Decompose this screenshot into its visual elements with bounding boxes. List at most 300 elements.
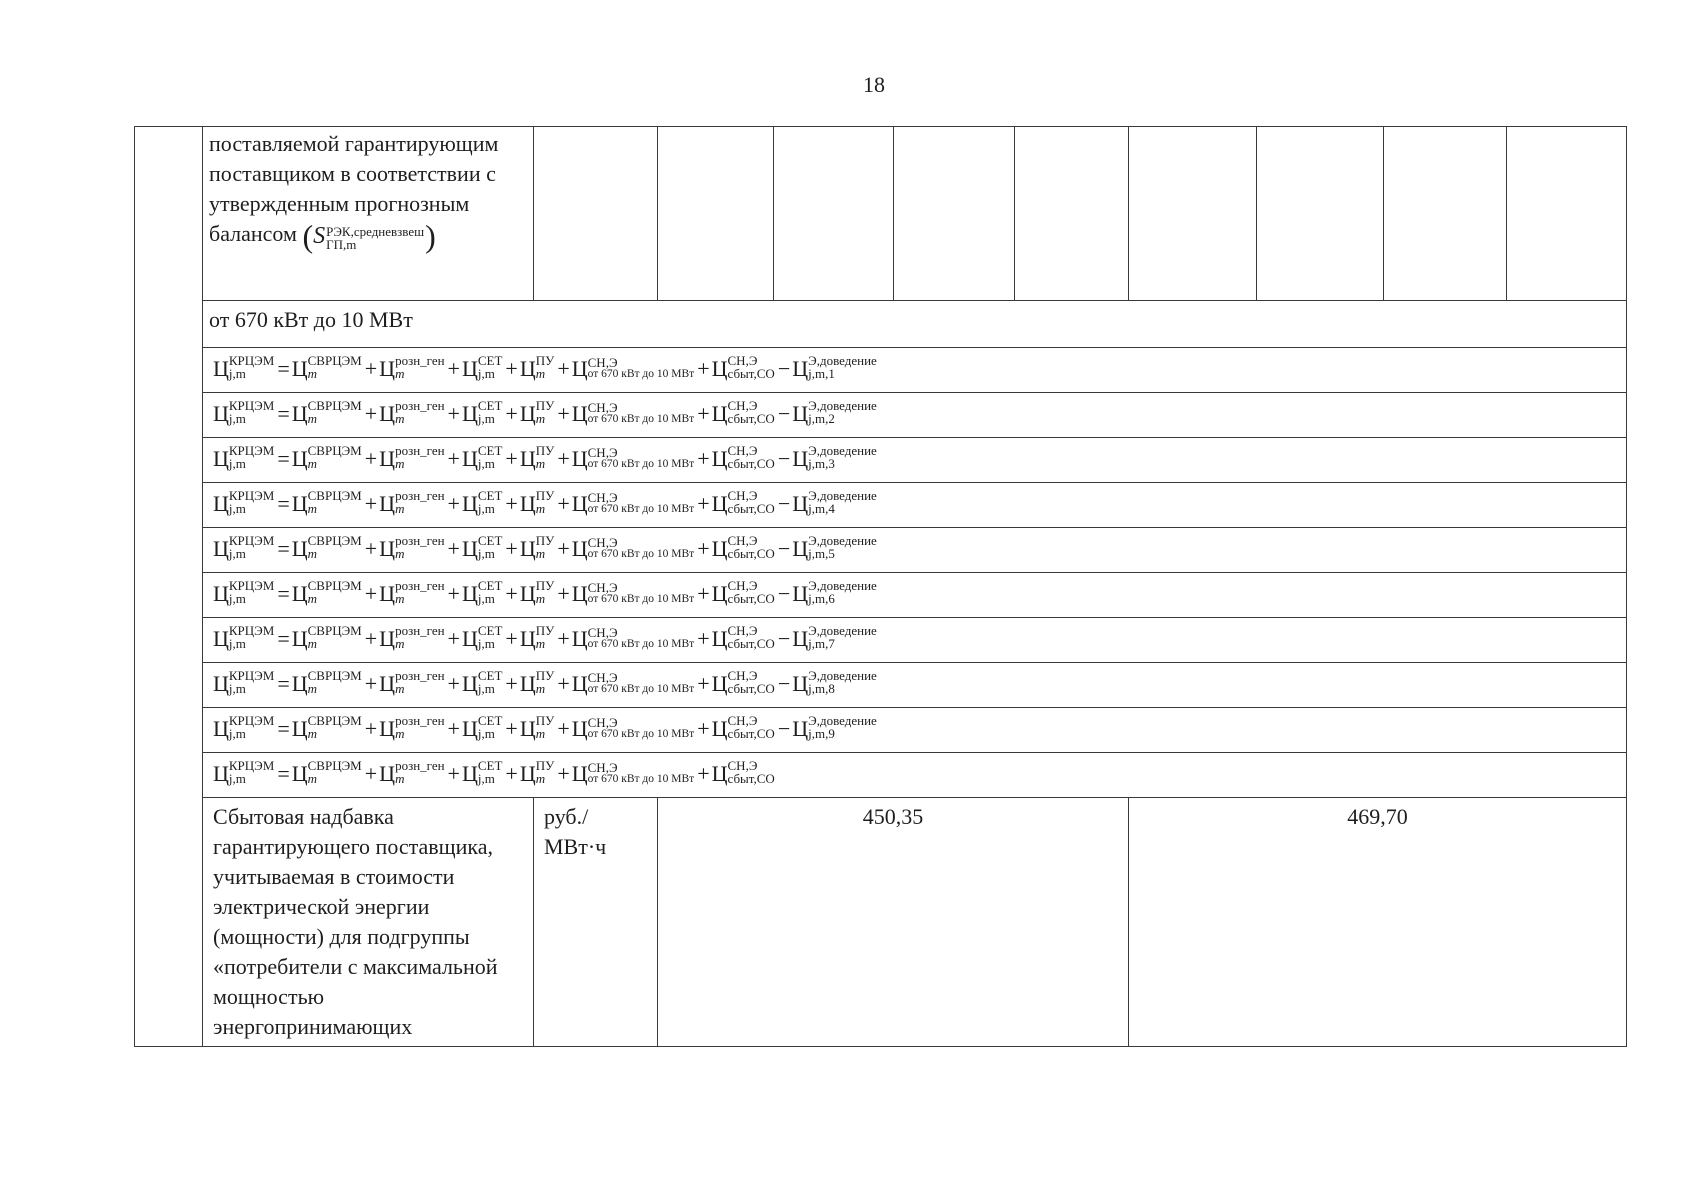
term-sub: j,m: [477, 726, 495, 741]
formula-term: [379, 398, 445, 426]
term-sup: СЕТ: [477, 713, 503, 728]
term-sup: СН,Э: [727, 488, 758, 503]
term-base: Ц: [461, 761, 478, 786]
term-sup: СН,Э: [727, 668, 758, 683]
formula-term: [711, 398, 776, 426]
formula-term: [519, 488, 555, 516]
term-sup: КРЦЭМ: [228, 668, 275, 683]
term-sup: СЕТ: [477, 668, 503, 683]
term-sub: m: [535, 681, 546, 696]
formula-term: [572, 671, 695, 696]
term-base: Ц: [291, 671, 308, 696]
formula-2: [203, 393, 1626, 436]
formula-term: [572, 401, 695, 426]
term-sub: j,m: [477, 681, 495, 696]
term-sub: m: [535, 456, 546, 471]
term-base: Ц: [379, 581, 396, 606]
formula-row-5: [135, 528, 1627, 573]
value-cell-1: [658, 798, 1129, 1047]
empty-cell: [1257, 127, 1384, 301]
formula-operator: +: [697, 671, 710, 696]
term-base: Ц: [213, 716, 229, 741]
formula-row-6: [135, 573, 1627, 618]
term-base: Ц: [571, 581, 588, 606]
symbol-s-group: (S РЭК,средневзвеш ГП,m ): [302, 217, 436, 254]
term-sup: ПУ: [535, 443, 555, 458]
term-base: Ц: [291, 761, 308, 786]
term-sub: j,m: [228, 681, 246, 696]
formula-operator: =: [277, 581, 290, 606]
term-sub: j,m: [228, 411, 246, 426]
term-sup: СН,Э: [727, 713, 758, 728]
term-sub: m: [535, 726, 546, 741]
term-base: Ц: [291, 536, 308, 561]
term-sub: j,m: [228, 501, 246, 516]
empty-cell: [658, 127, 774, 301]
formula-term: [519, 353, 555, 381]
term-sub: j,m: [228, 636, 246, 651]
term-sup: Э,доведение: [808, 578, 877, 593]
formula-term: [519, 623, 555, 651]
formula-term: [291, 533, 363, 561]
formula-row-7: [135, 618, 1627, 663]
term-base: Ц: [379, 536, 396, 561]
term-sup: КРЦЭМ: [228, 713, 275, 728]
term-base: Ц: [792, 356, 809, 381]
empty-cell: [894, 127, 1015, 301]
formula-operator: +: [505, 626, 518, 651]
term-sub: m: [535, 636, 546, 651]
band-label: от 670 кВт до 10 МВт: [209, 307, 413, 332]
formula-operator: +: [447, 401, 460, 426]
term-sup: Э,доведение: [808, 623, 877, 638]
term-sup: СЕТ: [477, 758, 503, 773]
formula-operator: +: [364, 761, 378, 786]
term-base: Ц: [213, 491, 229, 516]
term-base: Ц: [461, 446, 478, 471]
term-sub: сбыт,СО: [727, 411, 775, 426]
formula-operator: +: [447, 491, 460, 516]
term-sub: m: [395, 771, 405, 786]
formula-operator: −: [777, 536, 791, 561]
empty-cell: [1015, 127, 1129, 301]
term-sup: СЕТ: [477, 488, 503, 503]
term-sub: m: [307, 411, 318, 426]
empty-cell: [1129, 127, 1257, 301]
term-sub: j,m,5: [808, 546, 835, 561]
formula-operator: +: [557, 761, 570, 786]
term-sup: СЕТ: [477, 398, 503, 413]
formula-term: [572, 761, 695, 786]
formula-operator: +: [697, 626, 710, 651]
term-sub: от 670 кВт до 10 МВт: [587, 502, 695, 515]
term-sub: j,m,4: [808, 501, 835, 516]
term-sub: m: [395, 681, 405, 696]
formula-operator: +: [505, 581, 518, 606]
formula-term: [792, 533, 878, 561]
formula-operator: +: [697, 491, 710, 516]
formula-term: [461, 353, 503, 381]
term-sub: от 670 кВт до 10 МВт: [587, 727, 695, 740]
band-row: [135, 301, 1627, 348]
term-sub: сбыт,СО: [727, 591, 775, 606]
formula-term: [711, 533, 776, 561]
term-base: Ц: [379, 716, 396, 741]
term-sub: m: [535, 501, 546, 516]
term-sub: j,m: [477, 546, 495, 561]
term-base: Ц: [711, 581, 728, 606]
formula-operator: +: [505, 356, 518, 381]
term-sup: СЕТ: [477, 533, 503, 548]
term-sup: КРЦЭМ: [228, 488, 275, 503]
empty-cell: [1384, 127, 1507, 301]
term-sup: СВРЦЭМ: [307, 578, 362, 593]
term-base: Ц: [519, 491, 536, 516]
formula-10: [203, 753, 1626, 796]
term-sup: СН,Э: [727, 353, 758, 368]
term-sup: Э,доведение: [808, 668, 877, 683]
term-base: Ц: [792, 626, 809, 651]
formula-term: [519, 758, 555, 786]
band-label-cell: [203, 301, 1627, 348]
formula-term: [572, 626, 695, 651]
formula-row-4: [135, 483, 1627, 528]
term-base: Ц: [461, 671, 478, 696]
term-sup: СВРЦЭМ: [307, 488, 362, 503]
formula-row-3: [135, 438, 1627, 483]
formula-term: [213, 488, 275, 516]
formula-operator: −: [777, 401, 791, 426]
term-sup: Э,доведение: [808, 533, 877, 548]
term-sup: СЕТ: [477, 578, 503, 593]
formula-1: [203, 348, 1626, 391]
term-sub: m: [307, 771, 318, 786]
formula-term: [213, 758, 275, 786]
term-sub: m: [307, 456, 318, 471]
term-sup: ПУ: [535, 623, 555, 638]
formula-term: [291, 623, 363, 651]
term-sub: m: [535, 771, 546, 786]
term-base: Ц: [379, 626, 396, 651]
term-base: Ц: [461, 356, 478, 381]
formula-term: [213, 578, 275, 606]
empty-cell: [774, 127, 894, 301]
formula-term: [711, 443, 776, 471]
formula-term: [379, 758, 445, 786]
formula-row-2: [135, 393, 1627, 438]
term-sub: сбыт,СО: [727, 501, 775, 516]
term-base: Ц: [711, 716, 728, 741]
formula-term: [291, 488, 363, 516]
term-sub: j,m: [228, 546, 246, 561]
term-base: Ц: [291, 356, 308, 381]
formula-term: [379, 443, 445, 471]
term-sup: КРЦЭМ: [228, 758, 275, 773]
formula-operator: +: [505, 491, 518, 516]
term-sup: ПУ: [535, 758, 555, 773]
term-sup: Э,доведение: [808, 353, 877, 368]
term-base: Ц: [213, 401, 229, 426]
formula-term: [792, 443, 878, 471]
term-sup: СН,Э: [727, 398, 758, 413]
term-sup: розн_ген: [395, 353, 445, 368]
formula-row-1: [135, 348, 1627, 393]
term-base: Ц: [792, 446, 809, 471]
formula-term: [213, 533, 275, 561]
formula-operator: =: [277, 401, 290, 426]
formula-row-8: [135, 663, 1627, 708]
term-sub: сбыт,СО: [727, 771, 775, 786]
formula-term: [379, 578, 445, 606]
formula-term: [379, 488, 445, 516]
term-sub: j,m: [477, 366, 495, 381]
term-base: Ц: [519, 401, 536, 426]
formula-operator: +: [557, 446, 570, 471]
term-sub: j,m,7: [808, 636, 835, 651]
term-base: Ц: [291, 716, 308, 741]
term-base: Ц: [519, 356, 536, 381]
formula-term: [792, 353, 878, 381]
formula-term: [213, 623, 275, 651]
formula-term: [711, 488, 776, 516]
term-sub: сбыт,СО: [727, 366, 775, 381]
term-sub: j,m: [228, 591, 246, 606]
term-sup: ПУ: [535, 713, 555, 728]
term-sub: j,m: [228, 726, 246, 741]
formula-operator: +: [557, 356, 570, 381]
term-sup: СН,Э: [587, 489, 618, 505]
formula-term: [291, 758, 363, 786]
term-sub: m: [535, 411, 546, 426]
formula-6: [203, 573, 1626, 616]
formula-term: [379, 353, 445, 381]
term-sup: Э,доведение: [808, 488, 877, 503]
term-base: Ц: [711, 446, 728, 471]
term-sup: розн_ген: [395, 713, 445, 728]
term-sup: ПУ: [535, 668, 555, 683]
term-sup: СН,Э: [587, 669, 618, 685]
term-sup: розн_ген: [395, 488, 445, 503]
formula-operator: +: [364, 581, 378, 606]
formula-operator: =: [277, 491, 290, 516]
term-sub: j,m,6: [808, 591, 835, 606]
formula-8: [203, 663, 1626, 706]
term-base: Ц: [571, 671, 588, 696]
formula-term: [792, 398, 878, 426]
formula-term: [461, 668, 503, 696]
term-base: Ц: [461, 536, 478, 561]
term-sub: j,m: [228, 456, 246, 471]
term-sub: j,m,9: [808, 726, 835, 741]
formula-term: [379, 713, 445, 741]
empty-cell: [534, 127, 658, 301]
formula-term: [711, 713, 776, 741]
formula-term: [461, 398, 503, 426]
term-sup: Э,доведение: [808, 443, 877, 458]
term-sup: розн_ген: [395, 623, 445, 638]
term-sub: m: [395, 501, 405, 516]
term-base: Ц: [519, 761, 536, 786]
formula-term: [519, 398, 555, 426]
term-sup: Э,доведение: [808, 398, 877, 413]
term-base: Ц: [571, 761, 588, 786]
surcharge-title-cell: [203, 798, 534, 1047]
term-sup: СН,Э: [587, 444, 618, 460]
term-sup: СВРЦЭМ: [307, 668, 362, 683]
term-base: Ц: [291, 446, 308, 471]
term-sub: j,m,3: [808, 456, 835, 471]
formula-operator: +: [364, 716, 378, 741]
formula-row-9: [135, 708, 1627, 753]
formula-operator: +: [557, 581, 570, 606]
term-sub: от 670 кВт до 10 МВт: [587, 457, 695, 470]
term-base: Ц: [519, 716, 536, 741]
term-sup: СН,Э: [587, 759, 618, 775]
term-base: Ц: [711, 491, 728, 516]
term-sup: КРЦЭМ: [228, 623, 275, 638]
term-sub: от 670 кВт до 10 МВт: [587, 682, 695, 695]
term-sup: розн_ген: [395, 398, 445, 413]
formula-operator: +: [557, 401, 570, 426]
term-base: Ц: [213, 581, 229, 606]
term-base: Ц: [792, 401, 809, 426]
formula-term: [291, 713, 363, 741]
table-row-top: [135, 127, 1627, 301]
formula-operator: +: [557, 491, 570, 516]
term-sub: от 670 кВт до 10 МВт: [587, 412, 695, 425]
formula-operator: +: [447, 446, 460, 471]
term-sub: j,m: [477, 501, 495, 516]
formula-operator: −: [777, 626, 791, 651]
term-base: Ц: [711, 401, 728, 426]
term-base: Ц: [291, 581, 308, 606]
term-base: Ц: [379, 761, 396, 786]
term-base: Ц: [519, 446, 536, 471]
formula-operator: +: [697, 581, 710, 606]
term-sub: от 670 кВт до 10 МВт: [587, 367, 695, 380]
term-base: Ц: [571, 716, 588, 741]
term-sup: СН,Э: [727, 578, 758, 593]
formula-operator: +: [364, 446, 378, 471]
formula-term: [461, 623, 503, 651]
formula-operator: +: [505, 761, 518, 786]
term-sub: m: [535, 366, 546, 381]
formula-term: [291, 578, 363, 606]
formula-operator: +: [447, 671, 460, 696]
surcharge-title: Сбытовая надбавка гарантирующего поставщика, учитываемая в стоимости электрической энергии (мощности) для подгруппы «потребители с максимальной мощностью энергопринимающих: [213, 804, 498, 1039]
term-base: Ц: [461, 716, 478, 741]
formula-term: [572, 356, 695, 381]
term-sub: сбыт,СО: [727, 726, 775, 741]
term-sub: j,m: [477, 456, 495, 471]
tariff-table: [134, 126, 1627, 1047]
term-sup: розн_ген: [395, 578, 445, 593]
term-sup: СН,Э: [587, 354, 618, 370]
description-cell: [203, 127, 534, 301]
term-sub: m: [395, 456, 405, 471]
term-sub: m: [395, 591, 405, 606]
term-sup: СВРЦЭМ: [307, 713, 362, 728]
term-sub: j,m: [477, 411, 495, 426]
term-sub: m: [395, 546, 405, 561]
term-base: Ц: [519, 536, 536, 561]
term-sub: j,m,8: [808, 681, 835, 696]
surcharge-value-1: 450,35: [862, 804, 924, 829]
term-sup: КРЦЭМ: [228, 533, 275, 548]
term-sub: j,m,2: [808, 411, 835, 426]
formula-operator: −: [777, 356, 791, 381]
term-base: Ц: [213, 536, 229, 561]
term-sup: ПУ: [535, 398, 555, 413]
formula-operator: +: [447, 581, 460, 606]
term-base: Ц: [792, 491, 809, 516]
formula-operator: =: [277, 356, 290, 381]
term-base: Ц: [519, 581, 536, 606]
term-base: Ц: [461, 401, 478, 426]
term-sup: СВРЦЭМ: [307, 758, 362, 773]
term-base: Ц: [379, 401, 396, 426]
formula-operator: −: [777, 491, 791, 516]
formula-operator: +: [697, 401, 710, 426]
formula-operator: −: [777, 716, 791, 741]
term-sup: КРЦЭМ: [228, 353, 275, 368]
term-base: Ц: [571, 626, 588, 651]
formula-operator: +: [505, 716, 518, 741]
formula-term: [213, 353, 275, 381]
formula-term: [711, 668, 776, 696]
term-base: Ц: [213, 446, 229, 471]
term-sup: СЕТ: [477, 353, 503, 368]
formula-term: [792, 713, 878, 741]
term-sub: m: [395, 411, 405, 426]
term-base: Ц: [461, 491, 478, 516]
term-sup: ПУ: [535, 353, 555, 368]
formula-operator: +: [447, 626, 460, 651]
formula-9: [203, 708, 1626, 751]
term-sub: m: [307, 366, 318, 381]
term-base: Ц: [792, 716, 809, 741]
formula-5: [203, 528, 1626, 571]
term-base: Ц: [213, 356, 229, 381]
formula-operator: +: [447, 536, 460, 561]
unit-label: руб./ МВт·ч: [544, 804, 607, 859]
term-sup: розн_ген: [395, 533, 445, 548]
term-sub: m: [307, 591, 318, 606]
formula-operator: +: [505, 536, 518, 561]
term-sub: сбыт,СО: [727, 681, 775, 696]
formula-term: [792, 623, 878, 651]
term-base: Ц: [711, 626, 728, 651]
unit-cell: [534, 798, 658, 1047]
formula-term: [379, 533, 445, 561]
term-base: Ц: [461, 626, 478, 651]
formula-operator: +: [557, 671, 570, 696]
term-base: Ц: [571, 446, 588, 471]
term-base: Ц: [379, 356, 396, 381]
formula-term: [519, 713, 555, 741]
term-sub: сбыт,СО: [727, 546, 775, 561]
formula-term: [379, 668, 445, 696]
page-number: 18: [863, 72, 885, 97]
formula-operator: +: [697, 536, 710, 561]
term-base: Ц: [711, 761, 728, 786]
term-sub: от 670 кВт до 10 МВт: [587, 637, 695, 650]
formula-operator: +: [697, 446, 710, 471]
formula-operator: −: [777, 446, 791, 471]
formula-term: [461, 578, 503, 606]
term-sup: СЕТ: [477, 443, 503, 458]
term-sup: ПУ: [535, 578, 555, 593]
